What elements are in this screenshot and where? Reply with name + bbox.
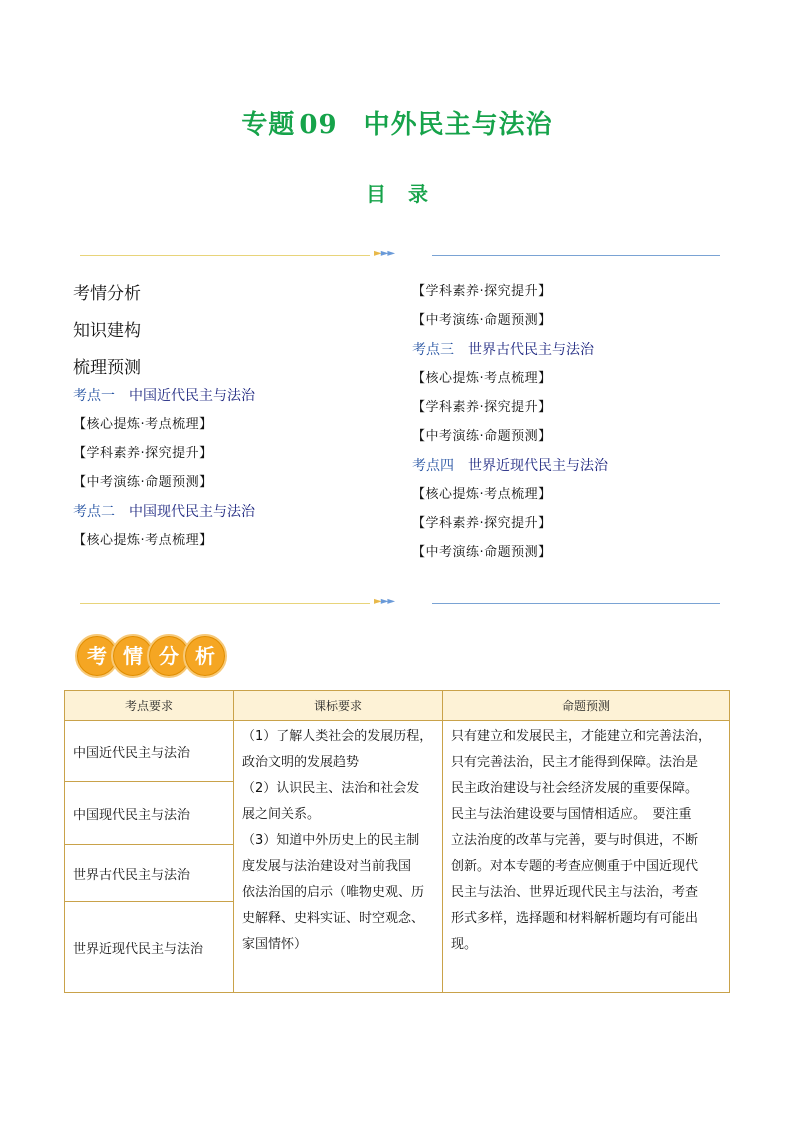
- toc-point-1-sub[interactable]: 【学科素养·探究提升】: [73, 446, 213, 461]
- curriculum-requirement: [234, 721, 443, 993]
- toc-point-2-sub[interactable]: 【学科素养·探究提升】: [412, 284, 552, 299]
- pred-line: 创新。对本专题的考查应侧重于中国近现代: [451, 859, 699, 874]
- point-3-number: 考点三: [412, 342, 454, 358]
- pred-line: 立法治度的改革与完善，要与时俱进，不断: [451, 833, 699, 848]
- point-1-name: 中国近代民主与法治: [129, 388, 255, 404]
- point-2-name: 中国现代民主与法治: [129, 504, 255, 520]
- pred-line: 民主与法治、世界近现代民主与法治，考查: [451, 885, 699, 900]
- toc-point-4-sub[interactable]: 【核心提炼·考点梳理】: [412, 487, 552, 502]
- table-row-point: 中国近代民主与法治: [65, 721, 234, 782]
- badge-char: 分: [147, 634, 191, 678]
- title-number: 09: [299, 110, 338, 140]
- toc-heading: 目录: [366, 182, 450, 206]
- toc-point-3-sub[interactable]: 【学科素养·探究提升】: [412, 400, 552, 415]
- toc-point-2-sub[interactable]: 【中考演练·命题预测】: [412, 313, 552, 328]
- table-header: 课标要求: [234, 691, 443, 721]
- req-line: 依法治国的启示（唯物史观、历: [242, 885, 425, 900]
- toc-section-analysis[interactable]: 考情分析: [73, 284, 141, 304]
- req-line: （1）了解人类社会的发展历程，: [242, 729, 433, 744]
- pred-line: 民主与法治建设要与国情相适应。 要注重: [451, 807, 692, 822]
- divider-bottom: ►►►: [80, 600, 720, 608]
- point-4-number: 考点四: [412, 458, 454, 474]
- toc-section-review[interactable]: 梳理预测: [73, 358, 141, 378]
- pred-line: 只有建立和发展民主，才能建立和完善法治，: [451, 729, 712, 744]
- req-line: 展之间关系。: [242, 807, 321, 822]
- req-line: （3）知道中外历史上的民主制: [242, 833, 420, 848]
- toc-point-1-sub[interactable]: 【核心提炼·考点梳理】: [73, 417, 213, 432]
- toc-point-3-sub[interactable]: 【中考演练·命题预测】: [412, 429, 552, 444]
- req-line: 家国情怀）: [242, 937, 308, 952]
- pred-line: 形式多样，选择题和材料解析题均有可能出: [451, 911, 699, 926]
- toc-point-4-sub[interactable]: 【学科素养·探究提升】: [412, 516, 552, 531]
- point-4-name: 世界近现代民主与法治: [468, 458, 608, 474]
- toc-point-2-sub[interactable]: 【核心提炼·考点梳理】: [73, 533, 213, 548]
- table-row-point: 世界古代民主与法治: [65, 845, 234, 902]
- table-header: 命题预测: [443, 691, 730, 721]
- req-line: 度发展与法治建设对当前我国: [242, 859, 412, 874]
- toc-point-4[interactable]: [412, 456, 732, 485]
- toc-point-3[interactable]: [412, 340, 732, 369]
- toc-right-column: [412, 282, 732, 572]
- point-1-number: 考点一: [73, 388, 115, 404]
- table-row-point: 世界近现代民主与法治: [65, 902, 234, 993]
- toc-point-3-sub[interactable]: 【核心提炼·考点梳理】: [412, 371, 552, 386]
- pred-line: 现。: [451, 937, 478, 952]
- toc-section-knowledge[interactable]: 知识建构: [73, 321, 141, 341]
- title-text: 中外民主与法治: [363, 110, 553, 140]
- badge-char: 考: [75, 634, 119, 678]
- analysis-table: [64, 690, 730, 993]
- point-3-name: 世界古代民主与法治: [468, 342, 594, 358]
- toc-point-1-sub[interactable]: 【中考演练·命题预测】: [73, 475, 213, 490]
- req-line: 史解释、史料实证、时空观念、: [242, 911, 425, 926]
- toc-left-column: [73, 282, 373, 560]
- req-line: （2）认识民主、法治和社会发: [242, 781, 420, 796]
- point-2-number: 考点二: [73, 504, 115, 520]
- pred-line: 民主政治建设与社会经济发展的重要保障。: [451, 781, 699, 796]
- exam-prediction: [443, 721, 730, 993]
- toc-point-1[interactable]: [73, 386, 373, 415]
- table-row-point: 中国现代民主与法治: [65, 782, 234, 845]
- section-badge-analysis: [75, 634, 225, 678]
- toc-point-4-sub[interactable]: 【中考演练·命题预测】: [412, 545, 552, 560]
- title-prefix: 专题: [241, 110, 296, 140]
- pred-line: 只有完善法治，民主才能得到保障。法治是: [451, 755, 699, 770]
- table-header: 考点要求: [65, 691, 234, 721]
- req-line: 政治文明的发展趋势: [242, 755, 360, 770]
- toc-point-2[interactable]: [73, 502, 373, 531]
- badge-char: 情: [111, 634, 155, 678]
- badge-char: 析: [183, 634, 227, 678]
- page-title: [0, 104, 794, 141]
- divider-top: ►►►: [80, 252, 720, 260]
